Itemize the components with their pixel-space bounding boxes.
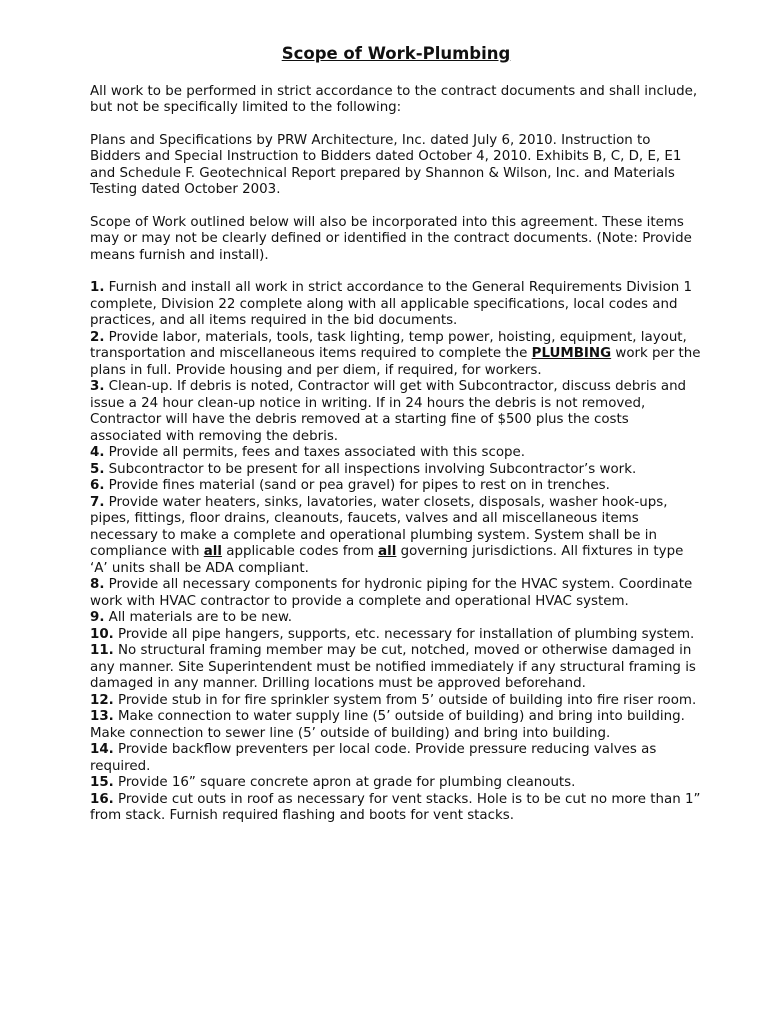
scope-item — [90, 478, 702, 495]
item-number: 16. — [90, 791, 114, 807]
item-number: 12. — [90, 692, 114, 708]
item-text: Provide water heaters, sinks, lavatories, water closets, disposals, washer hook-ups, pipes, fittings, floor drains, cleanouts, faucets, valves and all miscellaneous items necessary to make a complete and operational plumbing system. System shall be in compliance with — [90, 494, 668, 560]
item-number: 14. — [90, 742, 114, 758]
scope-item-list — [90, 280, 702, 825]
item-text: All materials are to be new. — [108, 610, 292, 626]
scope-item — [90, 610, 702, 627]
item-number: 6. — [90, 478, 105, 494]
intro-paragraph: All work to be performed in strict accordance to the contract documents and shall include, but not be specifically limited to the following: — [90, 83, 698, 116]
scope-item — [90, 627, 702, 644]
scope-item — [90, 742, 702, 775]
item-number: 9. — [90, 610, 105, 626]
scope-item — [90, 445, 702, 462]
scope-item — [90, 379, 702, 445]
item-emphasis: all — [378, 544, 397, 560]
scope-item — [90, 330, 702, 380]
item-number: 1. — [90, 280, 105, 296]
item-text: No structural framing member may be cut, notched, moved or otherwise damaged in any manner. Site Superintendent must be notified immediately if any structural framing is damaged in any manner. Drilling locations must be approved beforehand. — [90, 643, 696, 692]
scope-item — [90, 792, 702, 825]
scope-note-paragraph: Scope of Work outlined below will also be incorporated into this agreement. These items may or may not be clearly defined or identified in the contract documents. (Note: Provide means furnish and install). — [90, 214, 692, 263]
item-text: Make connection to water supply line (5’ outside of building) and bring into building. Make connection to sewer line (5’ outside of building) and bring into building. — [90, 709, 685, 741]
item-number: 13. — [90, 709, 114, 725]
document-title: Scope of Work-Plumbing — [281, 44, 511, 63]
item-number: 3. — [90, 379, 105, 395]
scope-item — [90, 462, 702, 479]
item-emphasis: PLUMBING — [531, 346, 612, 362]
item-number: 5. — [90, 461, 105, 477]
item-text: Provide all pipe hangers, supports, etc. necessary for installation of plumbing system. — [118, 626, 695, 642]
scope-item — [90, 577, 702, 610]
item-text: work per the plans in full. Provide housing and per diem, if required, for workers. — [90, 346, 701, 378]
scope-item — [90, 693, 702, 710]
item-emphasis: all — [203, 544, 222, 560]
item-number: 8. — [90, 577, 105, 593]
item-text: Furnish and install all work in strict accordance to the General Requirements Division 1 complete, Division 22 complete along with all applicable specifications, local codes and practices, and all items required in the bid documents. — [90, 280, 693, 329]
plans-paragraph: Plans and Specifications by PRW Architecture, Inc. dated July 6, 2010. Instruction to Bidders and Special Instruction to Bidders dated October 4, 2010. Exhibits B, C, D, E, E1 and Schedule F. Geotechnical Report prepared by Shannon & Wilson, Inc. and Materials Testing dated October 2003. — [90, 132, 682, 198]
item-text: governing jurisdictions. All fixtures in type ‘A’ units shall be ADA compliant. — [90, 544, 684, 576]
scope-item — [90, 775, 702, 792]
item-text: Provide fines material (sand or pea gravel) for pipes to rest on in trenches. — [108, 478, 610, 494]
item-text: Provide all necessary components for hydronic piping for the HVAC system. Coordinate work with HVAC contractor to provide a complete and operational HVAC system. — [90, 577, 693, 609]
item-number: 7. — [90, 494, 105, 510]
item-text: Provide stub in for fire sprinkler system from 5’ outside of building into fire riser room. — [118, 692, 697, 708]
item-number: 2. — [90, 329, 105, 345]
item-number: 15. — [90, 775, 114, 791]
item-text: Provide cut outs in roof as necessary for vent stacks. Hole is to be cut no more than 1” from stack. Furnish required flashing and boots for vent stacks. — [90, 791, 701, 824]
scope-item — [90, 495, 702, 578]
item-text: Provide all permits, fees and taxes associated with this scope. — [108, 445, 526, 461]
item-number: 4. — [90, 445, 105, 461]
item-text: Provide labor, materials, tools, task lighting, temp power, hoisting, equipment, layout, transportation and miscellaneous items required to complete the — [90, 329, 687, 362]
document-page — [90, 44, 702, 825]
scope-item — [90, 280, 702, 330]
scope-item — [90, 643, 702, 693]
item-text: applicable codes from — [221, 544, 379, 560]
item-number: 11. — [90, 643, 114, 659]
item-text: Subcontractor to be present for all inspections involving Subcontractor’s work. — [108, 461, 637, 477]
item-number: 10. — [90, 626, 114, 642]
scope-item — [90, 709, 702, 742]
item-text: Clean-up. If debris is noted, Contractor will get with Subcontractor, discuss debris and issue a 24 hour clean-up notice in writing. If in 24 hours the debris is not removed, Contractor will have the debris removed at a starting fine of $500 plus the costs associated with removing the debris. — [90, 379, 687, 444]
item-text: Provide 16” square concrete apron at grade for plumbing cleanouts. — [118, 775, 576, 791]
item-text: Provide backflow preventers per local code. Provide pressure reducing valves as required. — [90, 742, 657, 774]
